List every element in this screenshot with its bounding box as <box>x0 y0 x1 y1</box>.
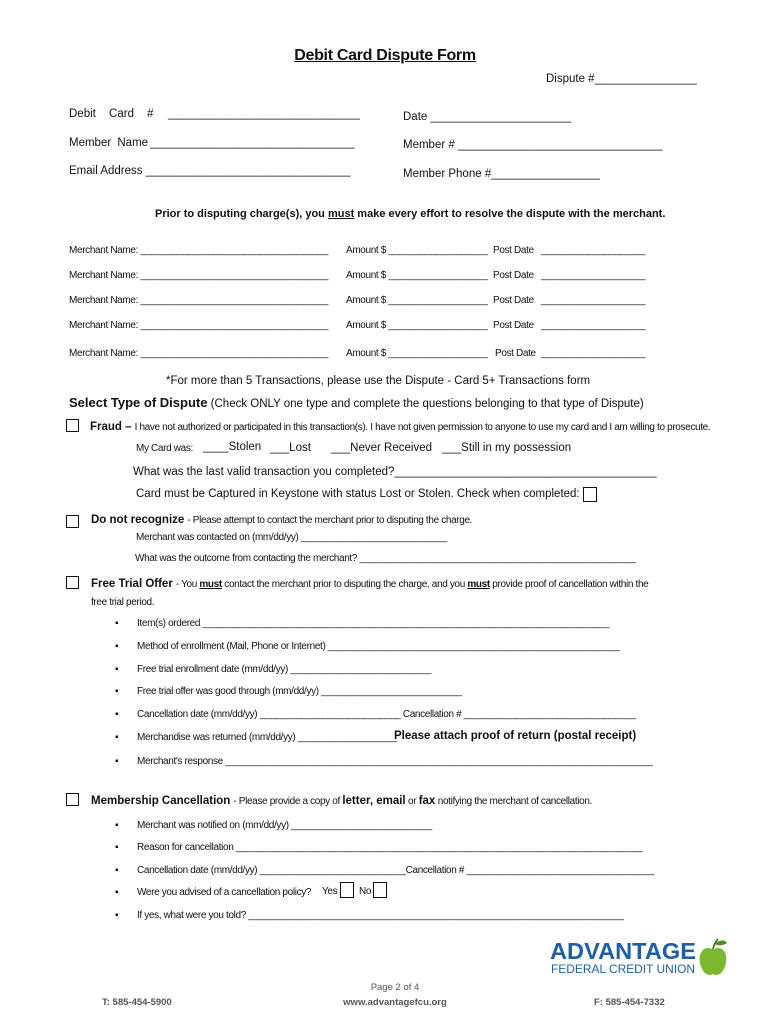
last-valid-transaction-field[interactable]: What was the last valid transaction you completed?_________________________________________ <box>133 466 657 478</box>
amount-field[interactable]: Amount $ ___________________ <box>346 245 488 256</box>
fraud-checkbox[interactable] <box>66 419 79 432</box>
form-title: Debit Card Dispute Form <box>294 47 476 64</box>
more-transactions-note: *For more than 5 Transactions, please use the Dispute - Card 5+ Transactions form <box>166 375 591 387</box>
free-trial-checkbox[interactable] <box>66 576 79 589</box>
member-name-label: Member Name <box>69 137 149 149</box>
list-item[interactable]: Method of enrollment (Mail, Phone or Internet) ________________________________________________________ <box>137 641 620 652</box>
merchant-name-field[interactable]: Merchant Name: ____________________________________ <box>69 320 329 331</box>
list-item[interactable]: Merchandise was returned (mm/dd/yy) ___________________ <box>137 732 397 743</box>
member-name-field[interactable]: ________________________________ <box>150 137 355 149</box>
email-address-field[interactable]: Email Address ________________________________ <box>69 165 351 177</box>
merchant-contacted-field[interactable]: Merchant was contacted on (mm/dd/yy) ____________________________ <box>136 532 447 543</box>
attach-proof-note: Please attach proof of return (postal receipt) <box>394 730 637 742</box>
policy-yes-label: Yes <box>322 886 338 897</box>
bullet-icon: ▪ <box>115 618 119 629</box>
list-item[interactable]: Cancellation date (mm/dd/yy) ____________________________Cancellation # ____________________________________ <box>137 865 655 876</box>
captured-checkbox[interactable] <box>583 487 597 502</box>
post-date-label: Post Date <box>493 245 534 256</box>
merchant-name-field[interactable]: Merchant Name: ____________________________________ <box>69 295 329 306</box>
amount-field[interactable]: Amount $ ___________________ <box>346 270 488 281</box>
date-field[interactable]: Date ______________________ <box>403 111 572 123</box>
amount-field[interactable]: Amount $ ___________________ <box>346 348 488 359</box>
do-not-recognize-description: Do not recognize - Please attempt to contact the merchant prior to disputing the charge. <box>91 514 473 526</box>
post-date-field[interactable]: ____________________ <box>541 320 646 331</box>
bullet-icon: ▪ <box>115 820 119 831</box>
do-not-recognize-checkbox[interactable] <box>66 515 79 528</box>
bullet-icon: ▪ <box>115 686 119 697</box>
merchant-name-field[interactable]: Merchant Name: ____________________________________ <box>69 245 329 256</box>
bullet-icon: ▪ <box>115 641 119 652</box>
option-lost[interactable]: ___Lost <box>270 442 311 454</box>
list-item[interactable]: Merchant was notified on (mm/dd/yy) ___________________________ <box>137 820 432 831</box>
membership-cancellation-checkbox[interactable] <box>66 793 79 806</box>
bullet-icon: ▪ <box>115 910 119 921</box>
bullet-icon: ▪ <box>115 865 119 876</box>
card-was-label: My Card was: <box>136 443 193 454</box>
post-date-field[interactable]: ____________________ <box>541 270 646 281</box>
bullet-icon: ▪ <box>115 732 119 743</box>
captured-keystone-label: Card must be Captured in Keystone with status Lost or Stolen. Check when completed: <box>136 488 580 500</box>
policy-no-checkbox[interactable] <box>373 882 387 898</box>
page-number: Page 2 of 4 <box>370 982 420 993</box>
policy-no-label: No <box>359 886 372 897</box>
amount-field[interactable]: Amount $ ___________________ <box>346 295 488 306</box>
contact-outcome-field[interactable]: What was the outcome from contacting the merchant? _____________________________________________________ <box>135 553 636 564</box>
dispute-number-field[interactable]: Dispute #________________ <box>546 73 697 85</box>
membership-cancellation-description: Membership Cancellation - Please provide a copy of letter, email or fax notifying the merchant of cancellation. <box>91 795 592 807</box>
policy-yes-checkbox[interactable] <box>340 882 354 898</box>
select-type-heading: Select Type of Dispute (Check ONLY one type and complete the questions belonging to that type of Dispute) <box>69 395 644 410</box>
debit-card-field[interactable]: ______________________________ <box>168 108 360 120</box>
advantage-logo <box>550 937 730 979</box>
debit-card-label: Debit Card # <box>69 108 154 120</box>
post-date-label: Post Date <box>493 295 534 306</box>
merchant-name-field[interactable]: Merchant Name: ____________________________________ <box>69 270 329 281</box>
bullet-icon: ▪ <box>115 664 119 675</box>
option-still-in-possession[interactable]: ___Still in my possession <box>442 442 572 454</box>
post-date-label: Post Date <box>495 348 536 359</box>
list-item[interactable]: Item(s) ordered ______________________________________________________________________________ <box>137 618 610 629</box>
fraud-description: Fraud – I have not authorized or participated in this transaction(s). I have not given permission to anyone to use my card and I am willing to prosecute. <box>90 421 711 433</box>
apple-icon <box>700 939 727 975</box>
post-date-field[interactable]: ____________________ <box>541 348 646 359</box>
footer-telephone: T: 585-454-5900 <box>102 997 172 1008</box>
option-stolen[interactable]: ____Stolen <box>203 441 262 453</box>
list-item[interactable]: Free trial offer was good through (mm/dd/yy) ___________________________ <box>137 686 462 697</box>
member-number-field[interactable]: Member # ________________________________ <box>403 139 663 151</box>
prior-dispute-note: Prior to disputing charge(s), you must make every effort to resolve the dispute with the merchant. <box>155 208 666 220</box>
post-date-label: Post Date <box>493 320 534 331</box>
post-date-field[interactable]: ____________________ <box>541 245 646 256</box>
free-trial-period: free trial period. <box>91 597 155 608</box>
list-item[interactable]: Merchant's response __________________________________________________________________________________ <box>137 756 653 767</box>
option-never-received[interactable]: ___Never Received <box>331 442 433 454</box>
logo-subtitle: FEDERAL CREDIT UNION <box>551 964 695 976</box>
logo-wordmark: ADVANTAGE <box>550 938 696 964</box>
bullet-icon: ▪ <box>115 842 119 853</box>
post-date-field[interactable]: ____________________ <box>541 295 646 306</box>
free-trial-description: Free Trial Offer - You must contact the merchant prior to disputing the charge, and you must provide proof of cancellation within the <box>91 578 649 590</box>
footer-fax: F: 585-454-7332 <box>594 997 665 1008</box>
list-item[interactable]: If yes, what were you told? ________________________________________________________________________ <box>137 910 624 921</box>
list-item[interactable]: Cancellation date (mm/dd/yy) ___________________________ Cancellation # _________________________________ <box>137 709 636 720</box>
bullet-icon: ▪ <box>115 887 119 898</box>
list-item: Were you advised of a cancellation policy? <box>137 887 312 898</box>
bullet-icon: ▪ <box>115 756 119 767</box>
bullet-icon: ▪ <box>115 709 119 720</box>
post-date-label: Post Date <box>493 270 534 281</box>
list-item[interactable]: Reason for cancellation ______________________________________________________________________________ <box>137 842 643 853</box>
amount-field[interactable]: Amount $ ___________________ <box>346 320 488 331</box>
footer-website[interactable]: www.advantagefcu.org <box>343 997 447 1008</box>
member-phone-field[interactable]: Member Phone #_________________ <box>403 168 600 180</box>
list-item[interactable]: Free trial enrollment date (mm/dd/yy) ___________________________ <box>137 664 432 675</box>
merchant-name-field[interactable]: Merchant Name: ____________________________________ <box>69 348 329 359</box>
